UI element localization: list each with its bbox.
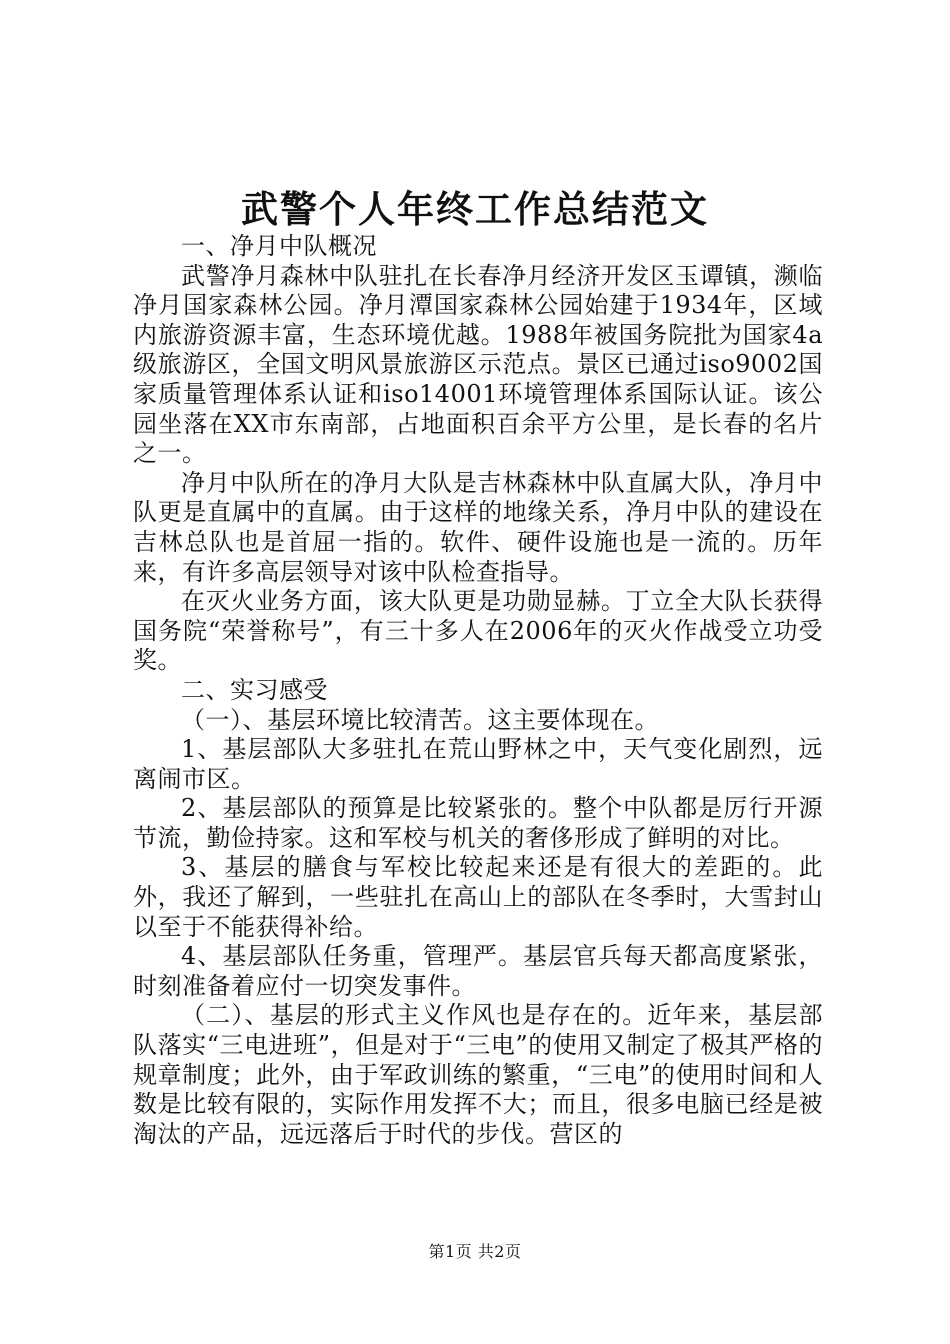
paragraph-formalism: （二）、基层的形式主义作风也是存在的。近年来，基层部队落实“三电进班”，但是对于“三电”的使用又制定了极其严格的规章制度；此外，由于军政训练的繁重，“三电”的使用时间和人数是比较有限的，实际作用发挥不大；而且，很多电脑已经是被淘汰的产品，远远落后于时代的步伐。营区的 [133, 1001, 823, 1148]
paragraph-firefighting: 在灭火业务方面，该大队更是功勋显赫。丁立全大队长获得国务院“荣誉称号”，有三十多人在2006年的灭火作战受立功受奖。 [133, 587, 823, 675]
list-item-2: 2、基层部队的预算是比较紧张的。整个中队都是厉行开源节流，勤俭持家。这和军校与机关的奢侈形成了鲜明的对比。 [133, 794, 823, 852]
page-number: 第1页 共2页 [428, 1242, 522, 1261]
document-title: 武警个人年终工作总结范文 [241, 187, 709, 231]
list-item-3: 3、基层的膳食与军校比较起来还是有很大的差距的。此外，我还了解到，一些驻扎在高山上的部队在冬季时，大雪封山以至于不能获得补给。 [133, 853, 823, 941]
subheading-environment: （一）、基层环境比较清苦。这主要体现在。 [181, 705, 659, 734]
paragraph-intro: 武警净月森林中队驻扎在长春净月经济开发区玉谭镇，濒临净月国家森林公园。净月潭国家森林公园始建于1934年，区域内旅游资源丰富，生态环境优越。1988年被国务院批为国家4a级旅游区，全国文明风景旅游区示范点。景区已通过iso9002国家质量管理体系认证和iso14001环境管理体系国际认证。该公园坐落在XX市东南部，占地面积百余平方公里，是长春的名片之一。 [133, 261, 823, 468]
document-body [133, 232, 823, 1149]
list-item-1: 1、基层部队大多驻扎在荒山野林之中，天气变化剧烈，远离闹市区。 [133, 735, 823, 793]
section-heading-experience: 二、实习感受 [181, 675, 328, 704]
section-heading-overview: 一、净月中队概况 [181, 232, 377, 260]
paragraph-squadron: 净月中队所在的净月大队是吉林森林中队直属大队，净月中队更是直属中的直属。由于这样的地缘关系，净月中队的建设在吉林总队也是首屈一指的。软件、硬件设施也是一流的。历年来，有许多高层领导对该中队检查指导。 [133, 468, 823, 586]
list-item-4: 4、基层部队任务重，管理严。基层官兵每天都高度紧张，时刻准备着应付一切突发事件。 [133, 942, 823, 1000]
